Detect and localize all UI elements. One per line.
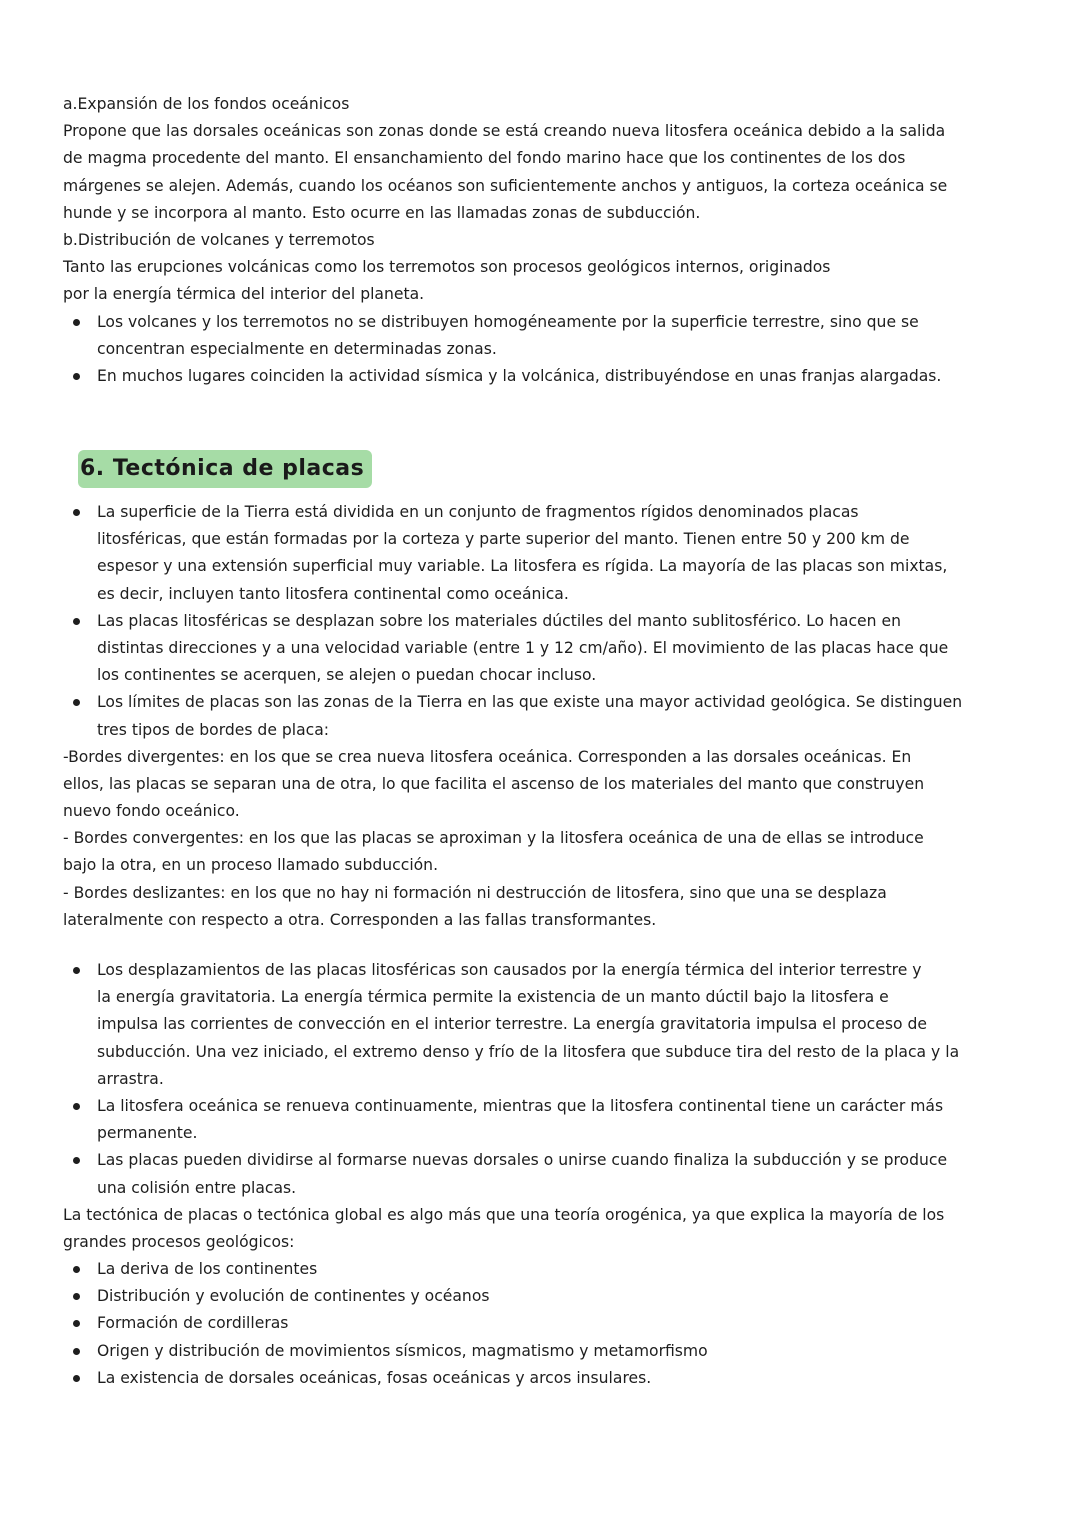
paragraph <box>63 880 1033 934</box>
section-plate-causes <box>63 957 1033 1392</box>
text-line: bajo la otra, en un proceso llamado subducción. <box>63 856 439 875</box>
text-line: Tanto las erupciones volcánicas como los terremotos son procesos geológicos internos, originados <box>63 258 831 277</box>
paragraph <box>63 825 1033 879</box>
text-line: lateralmente con respecto a otra. Corresponden a las fallas transformantes. <box>63 910 657 929</box>
bullet-item <box>63 1093 1033 1147</box>
bullet-item <box>63 499 1033 608</box>
bullet-icon <box>73 1157 80 1164</box>
bullet-item <box>63 1338 1033 1365</box>
text-line: Las placas pueden dividirse al formarse nuevas dorsales o unirse cuando finaliza la subducción y se produce <box>97 1151 948 1170</box>
text-line: Los volcanes y los terremotos no se distribuyen homogéneamente por la superficie terrestre, sino que se <box>97 312 919 331</box>
text-line: Origen y distribución de movimientos sísmicos, magmatismo y metamorfismo <box>97 1341 708 1360</box>
text-line: - Bordes deslizantes: en los que no hay ni formación ni destrucción de litosfera, sino que una se desplaza <box>63 883 887 902</box>
text-line: Formación de cordilleras <box>97 1314 289 1333</box>
text-line: márgenes se alejen. Además, cuando los océanos son suficientemente anchos y antiguos, la corteza oceánica se <box>63 176 948 195</box>
text-line: Las placas litosféricas se desplazan sobre los materiales dúctiles del manto sublitosférico. Lo hacen en <box>97 611 901 630</box>
text-line: nuevo fondo oceánico. <box>63 802 240 821</box>
text-line: Distribución y evolución de continentes y océanos <box>97 1287 490 1306</box>
bullet-item <box>63 689 1033 743</box>
text-line: es decir, incluyen tanto litosfera continental como oceánica. <box>97 584 569 603</box>
bullet-icon <box>73 1320 80 1327</box>
text-line: La deriva de los continentes <box>97 1260 318 1279</box>
text-line: litosféricas, que están formadas por la corteza y parte superior del manto. Tienen entre 50 y 200 km de <box>97 530 910 549</box>
text-line: concentran especialmente en determinadas zonas. <box>97 339 497 358</box>
bullet-icon <box>73 1348 80 1355</box>
text-line: impulsa las corrientes de convección en el interior terrestre. La energía gravitatoria impulsa el proceso de <box>97 1015 927 1034</box>
bullet-item <box>63 1283 1033 1310</box>
text-line: La existencia de dorsales oceánicas, fosas oceánicas y arcos insulares. <box>97 1368 652 1387</box>
paragraph <box>63 91 1033 118</box>
bullet-icon <box>73 618 80 625</box>
text-line: -Bordes divergentes: en los que se crea nueva litosfera oceánica. Corresponden a las dorsales oceánicas. En <box>63 747 912 766</box>
paragraph <box>63 227 1033 254</box>
text-line: La litosfera oceánica se renueva continuamente, mientras que la litosfera continental tiene un carácter más <box>97 1096 944 1115</box>
paragraph <box>63 254 1033 308</box>
bullet-icon <box>73 319 80 326</box>
text-line: tres tipos de bordes de placa: <box>97 720 330 739</box>
text-line: distintas direcciones y a una velocidad variable (entre 1 y 12 cm/año). El movimiento de las placas hace que <box>97 638 949 657</box>
text-line: por la energía térmica del interior del planeta. <box>63 285 425 304</box>
bullet-item <box>63 1147 1033 1201</box>
bullet-icon <box>73 1103 80 1110</box>
text-line: La tectónica de placas o tectónica global es algo más que una teoría orogénica, ya que explica la mayoría de los <box>63 1205 945 1224</box>
text-line: Los límites de placas son las zonas de la Tierra en las que existe una mayor actividad geológica. Se distinguen <box>97 693 963 712</box>
paragraph <box>63 118 1033 227</box>
bullet-icon <box>73 699 80 706</box>
text-line: arrastra. <box>97 1069 164 1088</box>
text-line: grandes procesos geológicos: <box>63 1232 295 1251</box>
paragraph <box>63 1202 1033 1256</box>
text-line: de magma procedente del manto. El ensanchamiento del fondo marino hace que los continentes de los dos <box>63 149 906 168</box>
bullet-icon <box>73 967 80 974</box>
paragraph <box>63 744 1033 826</box>
text-line: una colisión entre placas. <box>97 1178 297 1197</box>
bullet-item <box>63 1256 1033 1283</box>
bullet-item <box>63 608 1033 690</box>
section-seafloor-spreading <box>63 91 1033 390</box>
bullet-item <box>63 957 1033 1093</box>
text-line: - Bordes convergentes: en los que las placas se aproximan y la litosfera oceánica de una de ellas se introduce <box>63 829 924 848</box>
bullet-item <box>63 1310 1033 1337</box>
section-plate-tectonics <box>63 499 1033 934</box>
bullet-icon <box>73 1375 80 1382</box>
section-heading: 6. Tectónica de placas <box>78 450 372 488</box>
text-line: b.Distribución de volcanes y terremotos <box>63 230 375 249</box>
text-line: En muchos lugares coinciden la actividad sísmica y la volcánica, distribuyéndose en unas franjas alargadas. <box>97 366 942 385</box>
text-line: a.Expansión de los fondos oceánicos <box>63 95 350 113</box>
text-line: espesor y una extensión superficial muy variable. La litosfera es rígida. La mayoría de las placas son mixtas, <box>97 557 948 576</box>
text-line: Los desplazamientos de las placas litosféricas son causados por la energía térmica del interior terrestre y <box>97 961 922 979</box>
bullet-item <box>63 363 1033 390</box>
text-line: ellos, las placas se separan una de otra, lo que facilita el ascenso de los materiales del manto que construyen <box>63 774 925 793</box>
text-line: los continentes se acerquen, se alejen o puedan chocar incluso. <box>97 666 597 685</box>
text-line: la energía gravitatoria. La energía térmica permite la existencia de un manto dúctil bajo la litosfera e <box>97 988 889 1007</box>
bullet-item <box>63 309 1033 363</box>
bullet-icon <box>73 373 80 380</box>
text-line: hunde y se incorpora al manto. Esto ocurre en las llamadas zonas de subducción. <box>63 203 701 222</box>
text-line: La superficie de la Tierra está dividida en un conjunto de fragmentos rígidos denominados placas <box>97 503 859 521</box>
text-line: subducción. Una vez iniciado, el extremo denso y frío de la litosfera que subduce tira del resto de la placa y la <box>97 1042 960 1061</box>
bullet-icon <box>73 1293 80 1300</box>
bullet-item <box>63 1365 1033 1392</box>
bullet-icon <box>73 509 80 516</box>
text-line: Propone que las dorsales oceánicas son zonas donde se está creando nueva litosfera oceánica debido a la salida <box>63 122 946 141</box>
bullet-icon <box>73 1266 80 1273</box>
text-line: permanente. <box>97 1124 198 1143</box>
